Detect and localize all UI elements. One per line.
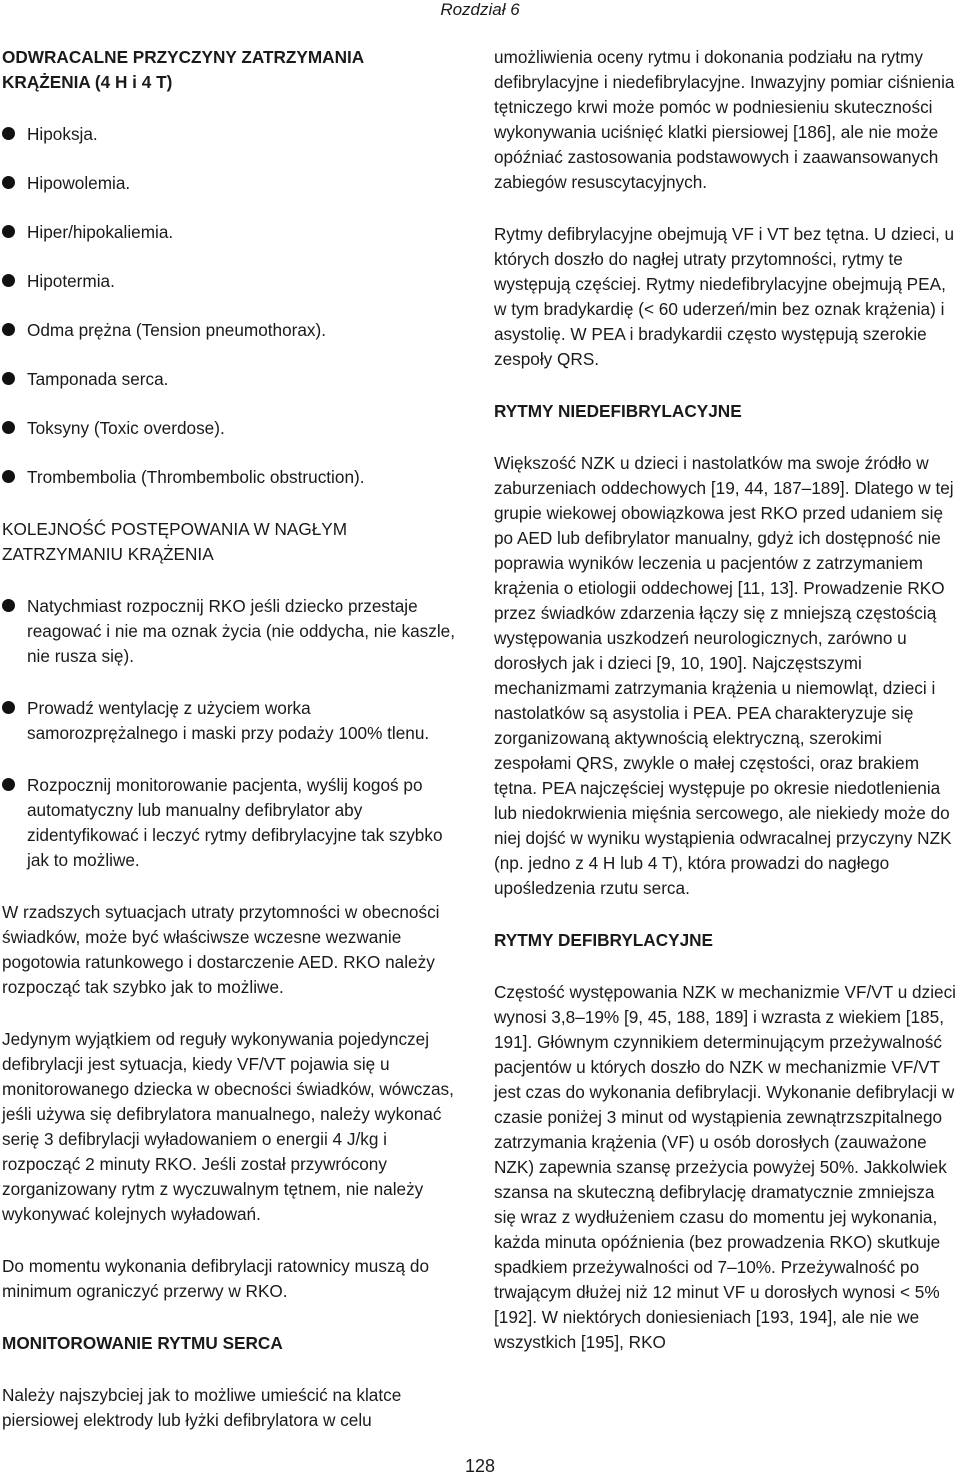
bullet-icon <box>2 176 15 189</box>
cause-item: Hipotermia. <box>2 269 462 294</box>
right-column <box>494 45 956 1355</box>
bullet-icon <box>2 778 15 791</box>
section-title-shockable: RYTMY DEFIBRYLACYJNE <box>494 930 714 950</box>
bullet-icon <box>2 127 15 140</box>
cause-item: Odma prężna (Tension pneumothorax). <box>2 318 462 343</box>
cause-item: Tamponada serca. <box>2 367 462 392</box>
procedure-step: Rozpocznij monitorowanie pacjenta, wyślij kogoś po automatyczny lub manualny defibrylator aby zidentyfikować i leczyć rytmy defibrylacyjne tak szybko jak to możliwe. <box>2 773 462 873</box>
cause-item: Hiper/hipokaliemia. <box>2 220 462 245</box>
paragraph: umożliwienia oceny rytmu i dokonania podziału na rytmy defibrylacyjne i niedefibrylacyjne. Inwazyjny pomiar ciśnienia tętniczego krwi może pomóc w podniesieniu skuteczności wykonywania uciśnięć klatki piersiowej [186], ale nie może opóźniać zastosowania podstawowych i zaawansowanych zabiegów resuscytacyjnych. <box>494 47 955 192</box>
cause-item: Toksyny (Toxic overdose). <box>2 416 462 441</box>
section-title-procedure: KOLEJNOŚĆ POSTĘPOWANIA W NAGŁYM ZATRZYMANIU KRĄŻENIA <box>2 519 348 564</box>
paragraph: Jedynym wyjątkiem od reguły wykonywania pojedynczej defibrylacji jest sytuacja, kiedy VF/VT pojawia się u monitorowanego dziecka w obecności świadków, wówczas, jeśli używa się defibrylatora manualnego, należy wykonać serię 3 defibrylacji wyładowaniem o energii 4 J/kg i rozpocząć 2 minuty RKO. Jeśli został przywrócony zorganizowany rytm z wyczuwalnym tętnem, nie należy wykonywać kolejnych wyładowań. <box>2 1029 454 1224</box>
cause-item: Hipowolemia. <box>2 171 462 196</box>
section-title-reversible-causes: ODWRACALNE PRZYCZYNY ZATRZYMANIA KRĄŻENIA (4 H i 4 T) <box>2 47 364 92</box>
paragraph: Rytmy defibrylacyjne obejmują VF i VT bez tętna. U dzieci, u których doszło do nagłej utraty przytomności, rytmy te występują częściej. Rytmy niedefibrylacyjne obejmują PEA, w tym bradykardię (< 60 uderzeń/min bez oznak krążenia) i asystolię. W PEA i bradykardii często występują szerokie zespoły QRS. <box>494 224 955 369</box>
page-number: 128 <box>464 1456 496 1476</box>
bullet-icon <box>2 701 15 714</box>
left-column <box>2 45 462 1433</box>
paragraph: Należy najszybciej jak to możliwe umieścić na klatce piersiowej elektrody lub łyżki defibrylatora w celu <box>2 1385 402 1430</box>
procedure-step: Prowadź wentylację z użyciem worka samorozprężalnego i maski przy podaży 100% tlenu. <box>2 696 462 746</box>
paragraph: W rzadszych sytuacjach utraty przytomności w obecności świadków, może być właściwsze wczesne wezwanie pogotowia ratunkowego i dostarczenie AED. RKO należy rozpocząć tak szybko jak to możliwe. <box>2 902 440 997</box>
bullet-icon <box>2 323 15 336</box>
paragraph: Większość NZK u dzieci i nastolatków ma swoje źródło w zaburzeniach oddechowych [19, 44, 187–189]. Dlatego w tej grupie wiekowej obowiązkowa jest RKO przed udaniem się po AED lub defibrylator manualny, gdyż ich dostępność nie poprawia wyników leczenia u pacjentów z zatrzymaniem krążenia o etiologii oddechowej [11, 13]. Prowadzenie RKO przez świadków zdarzenia łączy się z mniejszą częstością występowania uszkodzeń neurologicznych, zarówno u dorosłych jak i dzieci [9, 10, 190]. Najczęstszymi mechanizmami zatrzymania krążenia u niemowląt, dzieci i nastolatków są asystolia i PEA. PEA charakteryzuje się zorganizowaną aktywnością elektryczną, szerokimi zespołami QRS, zwykle o małej częstości, oraz brakiem tętna. PEA najczęściej występuje po okresie niedotlenienia lub niedokrwienia mięśnia sercowego, ale niekiedy może do niej dojść w wyniku wystąpienia odwracalnej przyczyny NZK (np. jedno z 4 H lub 4 T), która prowadzi do nagłego upośledzenia rzutu serca. <box>494 453 954 898</box>
bullet-icon <box>2 225 15 238</box>
bullet-icon <box>2 421 15 434</box>
section-title-monitoring: MONITOROWANIE RYTMU SERCA <box>2 1333 283 1353</box>
chapter-header: Rozdział 6 <box>440 0 520 19</box>
bullet-icon <box>2 599 15 612</box>
section-title-non-shockable: RYTMY NIEDEFIBRYLACYJNE <box>494 401 742 421</box>
paragraph: Częstość występowania NZK w mechanizmie VF/VT u dzieci wynosi 3,8–19% [9, 45, 188, 189] i wzrasta z wiekiem [185, 191]. Głównym czynnikiem determinującym przeżywalność pacjentów u których doszło do NZK w mechanizmie VF/VT jest czas do wykonania defibrylacji. Wykonanie defibrylacji w czasie poniżej 3 minut od wystąpienia zewnątrzszpitalnego zatrzymania krążenia (VF) u osób dorosłych (zauważone NZK) zapewnia szansę przeżycia powyżej 50%. Jakkolwiek szansa na skuteczną defibrylację dramatycznie zmniejsza się wraz z wydłużeniem czasu do momentu jej wykonania, każda minuta opóźnienia (bez prowadzenia RKO) skutkuje spadkiem przeżywalności od 7–10%. Przeżywalność po trwającym dłużej niż 12 minut VF u dorosłych wynosi < 5% [192]. W niektórych doniesieniach [193, 194], ale nie we wszystkich [195], RKO <box>494 982 956 1352</box>
bullet-icon <box>2 274 15 287</box>
cause-item: Trombembolia (Thrombembolic obstruction). <box>2 465 462 490</box>
bullet-icon <box>2 470 15 483</box>
paragraph: Do momentu wykonania defibrylacji ratownicy muszą do minimum ograniczyć przerwy w RKO. <box>2 1256 430 1301</box>
bullet-icon <box>2 372 15 385</box>
cause-item: Hipoksja. <box>2 122 462 147</box>
procedure-step: Natychmiast rozpocznij RKO jeśli dziecko przestaje reagować i nie ma oznak życia (nie oddycha, nie kaszle, nie rusza się). <box>2 594 462 669</box>
